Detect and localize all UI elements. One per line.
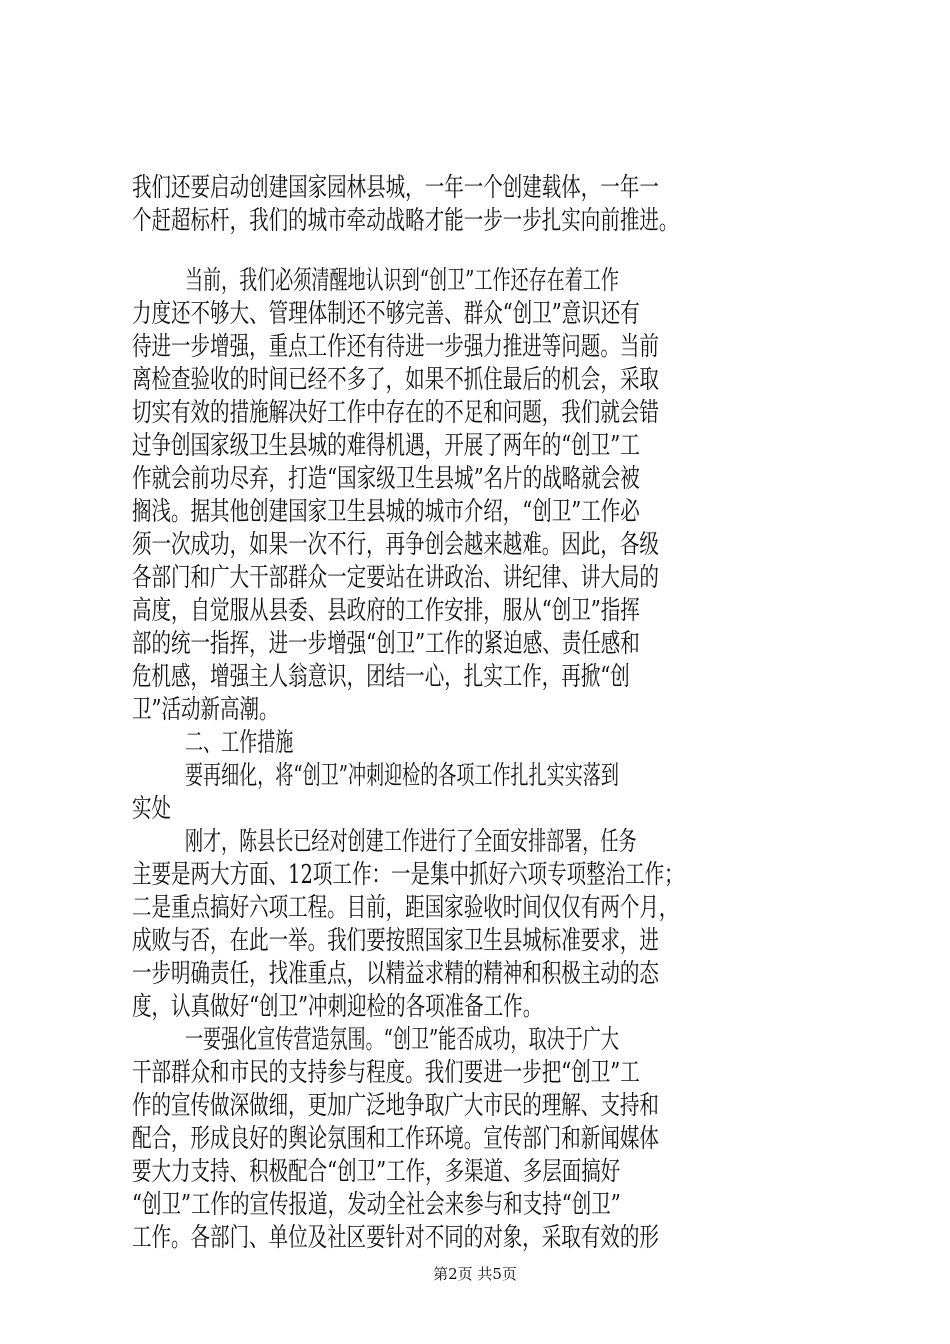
text-line: 离检查验收的时间已经不多了，如果不抓住最后的机会，采取: [132, 365, 659, 395]
text-line: 配合，形成良好的舆论氛围和工作环境。宣传部门和新闻媒体: [132, 1124, 659, 1154]
page-number-footer: 第2页 共5页: [433, 1265, 517, 1283]
text-line: 一要强化宣传营造氛围。“创卫”能否成功，取决于广大: [185, 1025, 619, 1055]
text-line: 二是重点搞好六项工程。目前，距国家验收时间仅仅有两个月，: [132, 893, 679, 923]
text-line: 作的宣传做深做细，更加广泛地争取广大市民的理解、支持和: [132, 1091, 659, 1121]
text-line: 干部群众和市民的支持参与程度。我们要进一步把“创卫”工: [132, 1058, 640, 1088]
text-line: 部的统一指挥，进一步增强“创卫”工作的紧迫感、责任感和: [132, 629, 640, 659]
text-line: 要再细化，将“创卫”冲刺迎检的各项工作扎扎实实落到: [185, 761, 619, 791]
text-line: 实处: [132, 794, 172, 824]
text-line: 度，认真做好“创卫”冲刺迎检的各项准备工作。: [132, 992, 543, 1022]
text-line: 搁浅。据其他创建国家卫生县城的城市介绍，“创卫”工作必: [132, 497, 640, 527]
text-line: 待进一步增强，重点工作还有待进一步强力推进等问题。当前: [132, 332, 659, 362]
text-line: 过争创国家级卫生县城的难得机遇，开展了两年的“创卫”工: [132, 431, 640, 461]
section-heading: 二、工作措施: [185, 728, 294, 758]
text-line: 切实有效的措施解决好工作中存在的不足和问题，我们就会错: [132, 398, 659, 428]
text-line: 力度还不够大、管理体制还不够完善、群众“创卫”意识还有: [132, 299, 640, 329]
text-line: 危机感，增强主人翁意识，团结一心，扎实工作，再掀“创: [132, 662, 630, 692]
text-line: 高度，自觉服从县委、县政府的工作安排，服从“创卫”指挥: [132, 596, 640, 626]
text-line: 个赶超标杆，我们的城市牵动战略才能一步一步扎实向前推进。: [132, 206, 679, 236]
text-line: 成败与否，在此一举。我们要按照国家卫生县城标准要求，进: [132, 926, 659, 956]
text-line: 我们还要启动创建国家园林县城，一年一个创建载体，一年一: [132, 173, 659, 203]
text-line: 须一次成功，如果一次不行，再争创会越来越难。因此，各级: [132, 530, 659, 560]
text-line: “创卫”工作的宣传报道，发动全社会来参与和支持“创卫”: [132, 1190, 621, 1220]
text-line: 当前，我们必须清醒地认识到“创卫”工作还存在着工作: [185, 266, 619, 296]
text-line: 刚才，陈县长已经对创建工作进行了全面安排部署，任务: [185, 827, 637, 857]
text-line: 各部门和广大干部群众一定要站在讲政治、讲纪律、讲大局的: [132, 563, 659, 593]
text-line: 一步明确责任，找准重点，以精益求精的精神和积极主动的态: [132, 959, 659, 989]
text-line: 主要是两大方面、12项工作：一是集中抓好六项专项整治工作；: [132, 860, 684, 890]
text-line: 工作。各部门、单位及社区要针对不同的对象，采取有效的形: [132, 1223, 659, 1253]
text-line: 要大力支持、积极配合“创卫”工作，多渠道、多层面搞好: [132, 1157, 621, 1187]
text-line: 卫”活动新高潮。: [132, 695, 279, 725]
text-line: 作就会前功尽弃，打造“国家级卫生县城”名片的战略就会被: [132, 464, 640, 494]
